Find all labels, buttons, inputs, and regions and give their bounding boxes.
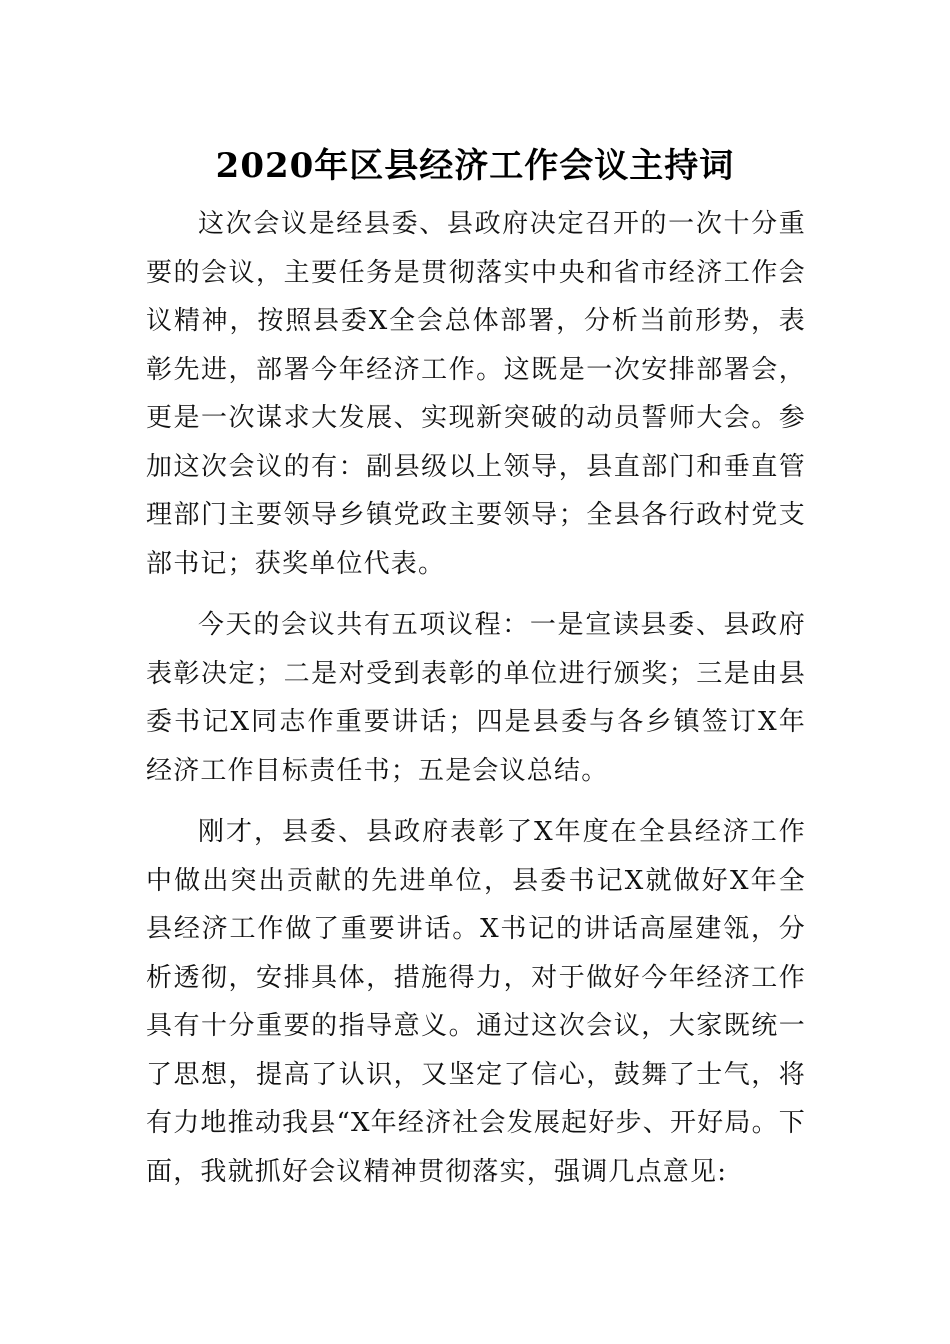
paragraph-gap	[146, 588, 806, 601]
paragraph-agenda: 今天的会议共有五项议程：一是宣读县委、县政府表彰决定；二是对受到表彰的单位进行颁奖；三是由县委书记X同志作重要讲话；四是县委与各乡镇签订X年经济工作目标责任书；五是会议总结。	[146, 610, 806, 786]
paragraph-summary: 刚才，县委、县政府表彰了X年度在全县经济工作中做出突出贡献的先进单位，县委书记X就做好X年全县经济工作做了重要讲话。X书记的讲话高屋建瓴，分析透彻，安排具体，措施得力，对于做好今年经济工作具有十分重要的指导意义。通过这次会议，大家既统一了思想，提高了认识，又坚定了信心，鼓舞了士气，将有力地推动我县“X年经济社会发展起好步、开好局。下面，我就抓好会议精神贯彻落实，强调几点意见:	[146, 817, 806, 1187]
document-title: 2020年区县经济工作会议主持词	[215, 146, 735, 186]
paragraph-gap	[146, 795, 806, 808]
document-body	[146, 200, 806, 1196]
paragraph-meeting-intro: 这次会议是经县委、县政府决定召开的一次十分重要的会议，主要任务是贯彻落实中央和省市经济工作会议精神，按照县委X全会总体部署，分析当前形势，表彰先进，部署今年经济工作。这既是一次安排部署会，更是一次谋求大发展、实现新突破的动员誓师大会。参加这次会议的有：副县级以上领导，县直部门和垂直管理部门主要领导乡镇党政主要领导；全县各行政村党支部书记；获奖单位代表。	[146, 209, 806, 579]
